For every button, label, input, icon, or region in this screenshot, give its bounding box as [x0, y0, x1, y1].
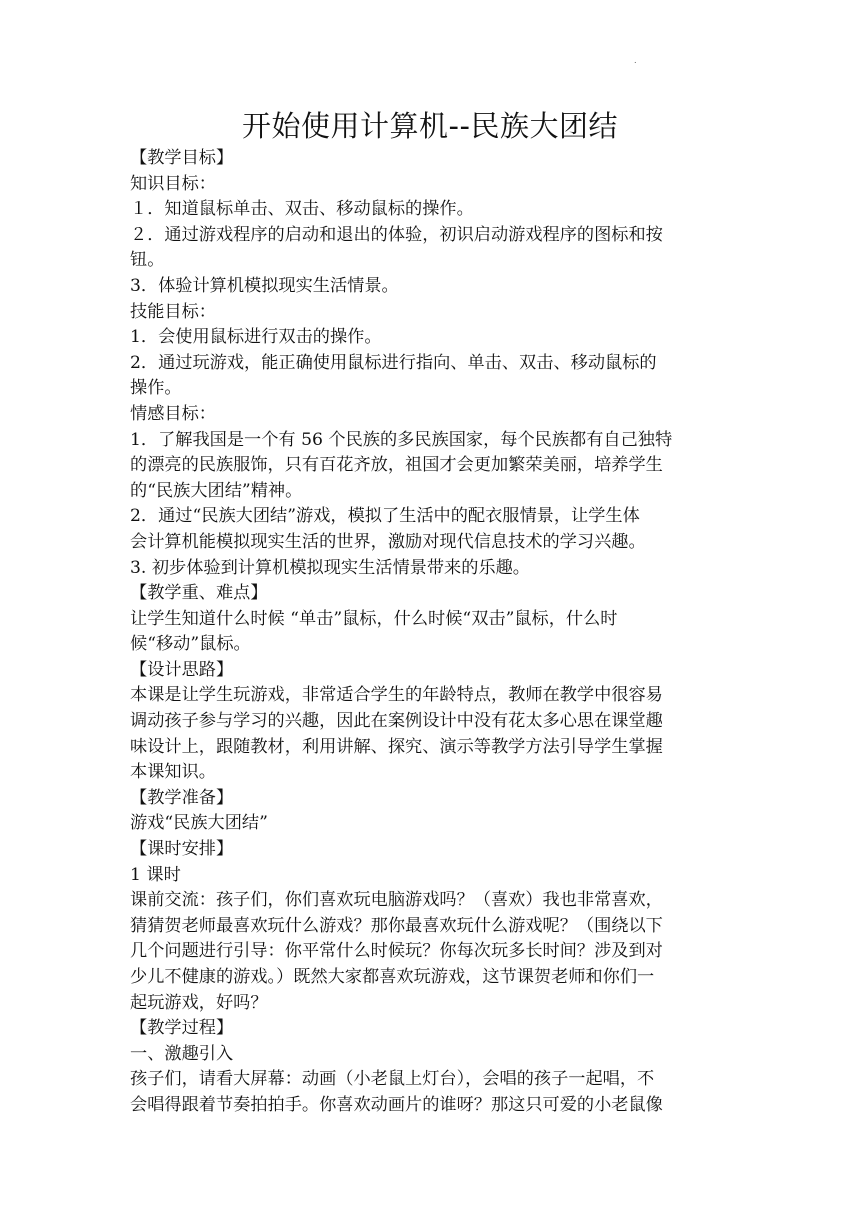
text-line: 游戏“民族大团结” [130, 813, 268, 834]
corner-mark: . [634, 56, 637, 65]
text-line: 【教学过程】 [130, 1018, 234, 1039]
text-line: 味设计上，跟随教材，利用讲解、探究、演示等教学方法引导学生掌握 [130, 736, 663, 757]
text-line: 让学生知道什么时候 “单击”鼠标，什么时候“双击”鼠标，什么时 [130, 608, 618, 629]
text-line: 几个问题进行引导：你平常什么时候玩？你每次玩多长时间？涉及到对 [130, 941, 663, 962]
text-line: 2．通过“民族大团结”游戏，模拟了生活中的配衣服情景，让学生体 [130, 506, 640, 527]
text-line: 【教学重、难点】 [130, 583, 268, 604]
text-line: 情感目标： [130, 403, 216, 424]
text-line: 会唱得跟着节奏拍拍手。你喜欢动画片的谁呀？那这只可爱的小老鼠像 [130, 1094, 663, 1115]
text-line: 1 课时 [130, 864, 181, 885]
text-line: ２．通过游戏程序的启动和退出的体验，初识启动游戏程序的图标和按 [130, 224, 663, 245]
text-line: 3．体验计算机模拟现实生活情景。 [130, 275, 399, 296]
text-line: 本课知识。 [130, 762, 216, 783]
text-line: 2．通过玩游戏，能正确使用鼠标进行指向、单击、双击、移动鼠标的 [130, 352, 657, 373]
text-line: 1．了解我国是一个有 56 个民族的多民族国家，每个民族都有自己独特 [130, 429, 673, 450]
text-line: 【教学目标】 [130, 148, 234, 168]
text-line: 一、激趣引入 [130, 1043, 234, 1064]
text-line: 技能目标： [130, 301, 216, 322]
text-line: １．知道鼠标单击、双击、移动鼠标的操作。 [130, 199, 474, 220]
text-line: 少儿不健康的游戏。）既然大家都喜欢玩游戏，这节课贺老师和你们一 [130, 967, 655, 987]
document-body [130, 146, 730, 1119]
text-line: 3. 初步体验到计算机模拟现实生活情景带来的乐趣。 [130, 557, 530, 578]
text-line: 【课时安排】 [130, 839, 234, 860]
document-title: 开始使用计算机--民族大团结 [242, 109, 618, 143]
text-line: 1．会使用鼠标进行双击的操作。 [130, 327, 382, 348]
text-line: 的漂亮的民族服饰，只有百花齐放，祖国才会更加繁荣美丽，培养学生 [130, 455, 663, 476]
text-line: 【教学准备】 [130, 787, 234, 808]
text-line: 猜猜贺老师最喜欢玩什么游戏？那你最喜欢玩什么游戏呢？（围绕以下 [130, 915, 663, 936]
text-line: 【设计思路】 [130, 659, 234, 680]
text-line: 操作。 [130, 378, 182, 399]
text-line: 本课是让学生玩游戏，非常适合学生的年龄特点，教师在教学中很容易 [130, 685, 663, 706]
text-line: 的“民族大团结”精神。 [130, 480, 303, 501]
text-line: 会计算机能模拟现实生活的世界，激励对现代信息技术的学习兴趣。 [130, 531, 646, 552]
text-line: 孩子们，请看大屏幕：动画（小老鼠上灯台），会唱的孩子一起唱，不 [130, 1069, 655, 1090]
text-line: 课前交流：孩子们，你们喜欢玩电脑游戏吗？（喜欢）我也非常喜欢， [130, 890, 663, 911]
text-line: 起玩游戏，好吗？ [130, 992, 268, 1013]
text-line: 知识目标： [130, 173, 216, 194]
text-line: 调动孩子参与学习的兴趣，因此在案例设计中没有花太多心思在课堂趣 [130, 711, 663, 732]
text-line: 钮。 [130, 250, 165, 271]
text-line: 候“移动”鼠标。 [130, 634, 251, 655]
